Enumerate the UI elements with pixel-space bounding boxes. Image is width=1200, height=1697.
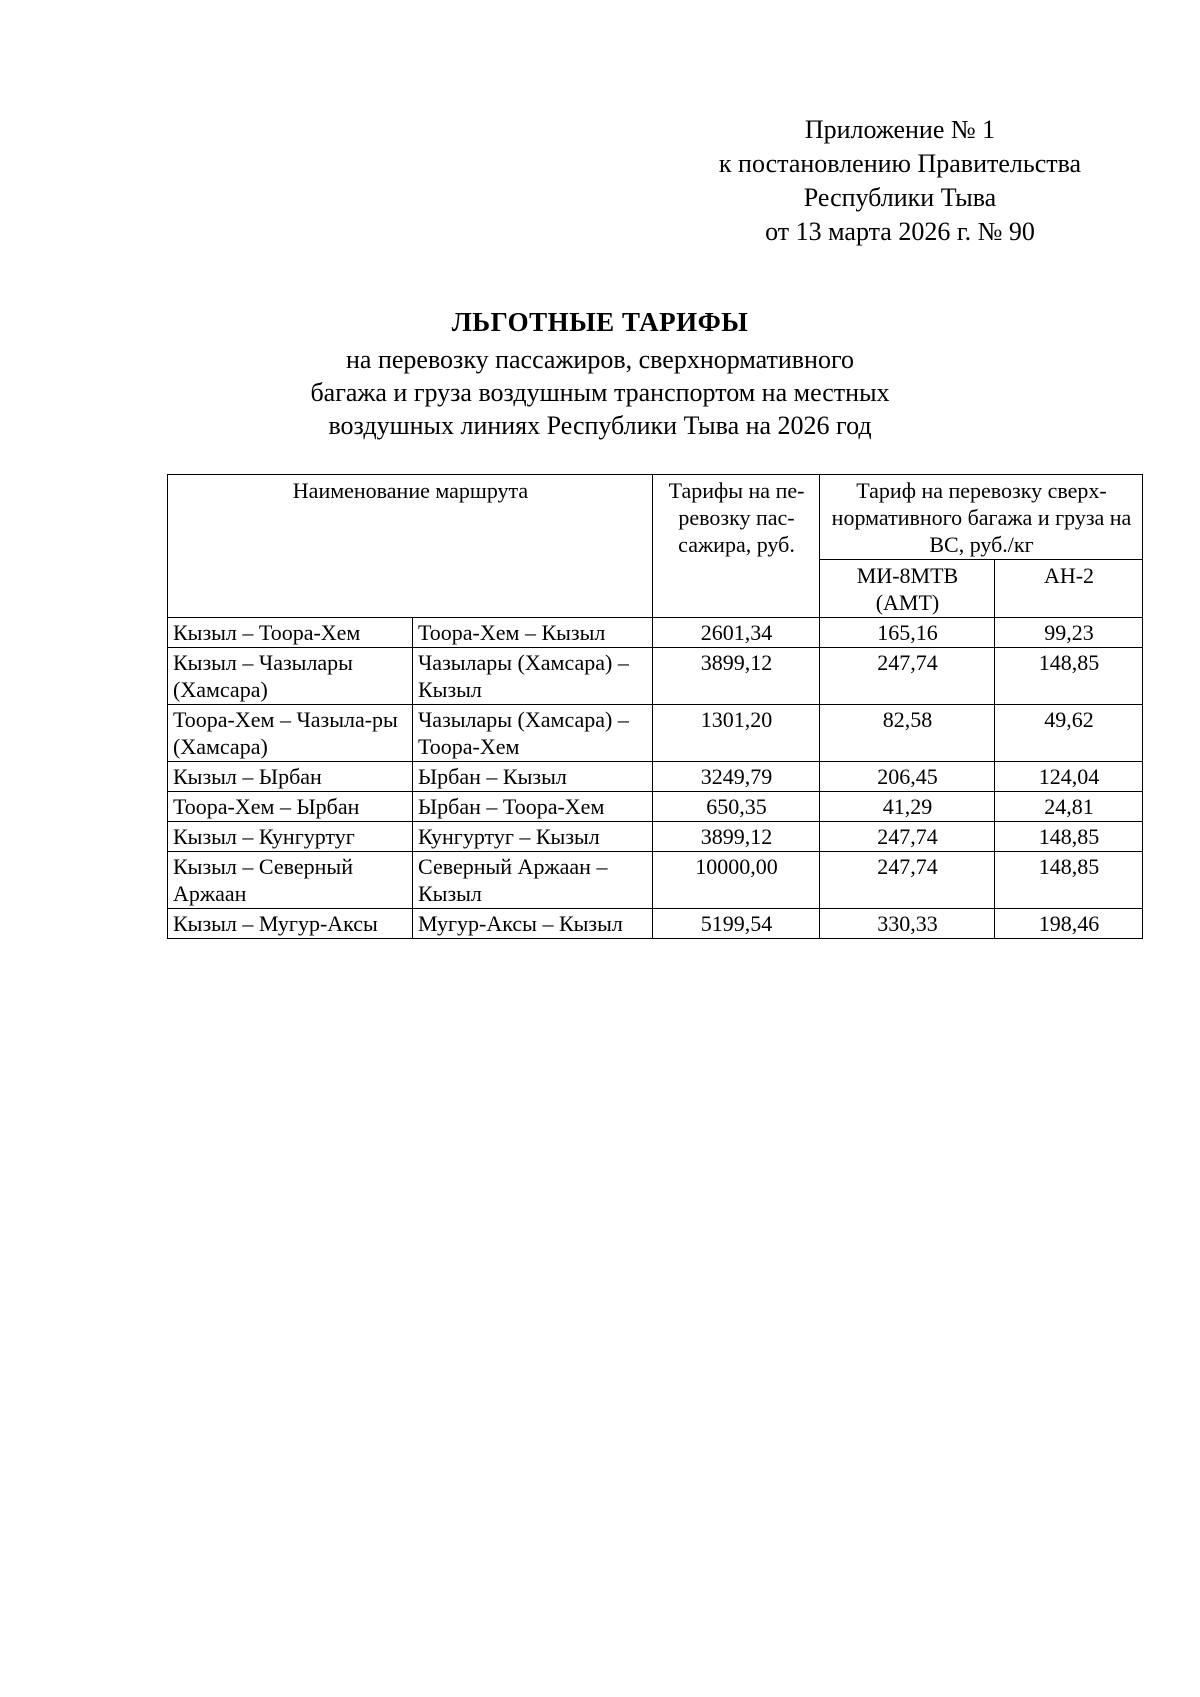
appendix-line-4: от 13 марта 2026 г. № 90: [765, 217, 1035, 246]
header-an2: АН-2: [995, 560, 1143, 618]
an2-tariff-cell: 148,85: [995, 648, 1143, 705]
an2-tariff-cell: 49,62: [995, 705, 1143, 762]
appendix-line-1: Приложение № 1: [804, 115, 996, 144]
an2-tariff-cell: 148,85: [995, 822, 1143, 852]
mi8-tariff-cell: 330,33: [820, 909, 995, 939]
header-mi8: МИ-8МТВ (АМТ): [820, 560, 995, 618]
route-back-cell: Чазылары (Хамсара) – Тоора-Хем: [413, 705, 653, 762]
an2-tariff-cell: 198,46: [995, 909, 1143, 939]
table-row: [168, 822, 1143, 852]
an2-tariff-cell: 148,85: [995, 852, 1143, 909]
table-row: [168, 762, 1143, 792]
route-back-cell: Северный Аржаан – Кызыл: [413, 852, 653, 909]
table-row: [168, 792, 1143, 822]
tariffs-table-header: [168, 475, 1143, 618]
header-route: Наименование маршрута: [168, 475, 653, 618]
mi8-tariff-cell: 247,74: [820, 648, 995, 705]
passenger-tariff-cell: 5199,54: [653, 909, 820, 939]
table-row: [168, 648, 1143, 705]
route-from-cell: Тоора-Хем – Ырбан: [168, 792, 413, 822]
table-row: [168, 852, 1143, 909]
header-passenger-tariff: Тарифы на пе-ревозку пас-сажира, руб.: [653, 475, 820, 618]
mi8-tariff-cell: 165,16: [820, 618, 995, 648]
passenger-tariff-cell: 3899,12: [653, 822, 820, 852]
appendix-line-3: Республики Тыва: [803, 183, 997, 212]
tariffs-table: [167, 474, 1143, 939]
route-back-cell: Ырбан – Тоора-Хем: [413, 792, 653, 822]
route-from-cell: Кызыл – Кунгуртуг: [168, 822, 413, 852]
route-back-cell: Кунгуртуг – Кызыл: [413, 822, 653, 852]
passenger-tariff-cell: 10000,00: [653, 852, 820, 909]
table-row: [168, 705, 1143, 762]
route-from-cell: Кызыл – Северный Аржаан: [168, 852, 413, 909]
mi8-tariff-cell: 247,74: [820, 822, 995, 852]
passenger-tariff-cell: 3899,12: [653, 648, 820, 705]
mi8-tariff-cell: 206,45: [820, 762, 995, 792]
title-subtitle-line-1: на перевозку пассажиров, сверхнормативного: [346, 345, 854, 374]
mi8-tariff-cell: 247,74: [820, 852, 995, 909]
route-from-cell: Кызыл – Тоора-Хем: [168, 618, 413, 648]
appendix-block: [690, 113, 1110, 249]
passenger-tariff-cell: 1301,20: [653, 705, 820, 762]
mi8-tariff-cell: 82,58: [820, 705, 995, 762]
an2-tariff-cell: 99,23: [995, 618, 1143, 648]
table-row: [168, 909, 1143, 939]
mi8-tariff-cell: 41,29: [820, 792, 995, 822]
appendix-line-2: к постановлению Правительства: [718, 149, 1082, 178]
title-subtitle-line-3: воздушных линиях Республики Тыва на 2026 год: [328, 411, 872, 440]
document-title: [250, 306, 950, 442]
route-from-cell: Тоора-Хем – Чазыла-ры (Хамсара): [168, 705, 413, 762]
header-cargo-tariff: Тариф на перевозку сверх-нормативного багажа и груза на ВС, руб./кг: [820, 475, 1143, 560]
route-back-cell: Ырбан – Кызыл: [413, 762, 653, 792]
passenger-tariff-cell: 2601,34: [653, 618, 820, 648]
title-subtitle-line-2: багажа и груза воздушным транспортом на местных: [310, 378, 890, 407]
route-from-cell: Кызыл – Чазылары (Хамсара): [168, 648, 413, 705]
route-from-cell: Кызыл – Ырбан: [168, 762, 413, 792]
route-back-cell: Тоора-Хем – Кызыл: [413, 618, 653, 648]
passenger-tariff-cell: 3249,79: [653, 762, 820, 792]
route-back-cell: Мугур-Аксы – Кызыл: [413, 909, 653, 939]
route-back-cell: Чазылары (Хамсара) – Кызыл: [413, 648, 653, 705]
route-from-cell: Кызыл – Мугур-Аксы: [168, 909, 413, 939]
table-row: [168, 618, 1143, 648]
an2-tariff-cell: 24,81: [995, 792, 1143, 822]
tariffs-table-body: [168, 618, 1143, 939]
title-main: ЛЬГОТНЫЕ ТАРИФЫ: [451, 307, 749, 337]
passenger-tariff-cell: 650,35: [653, 792, 820, 822]
an2-tariff-cell: 124,04: [995, 762, 1143, 792]
